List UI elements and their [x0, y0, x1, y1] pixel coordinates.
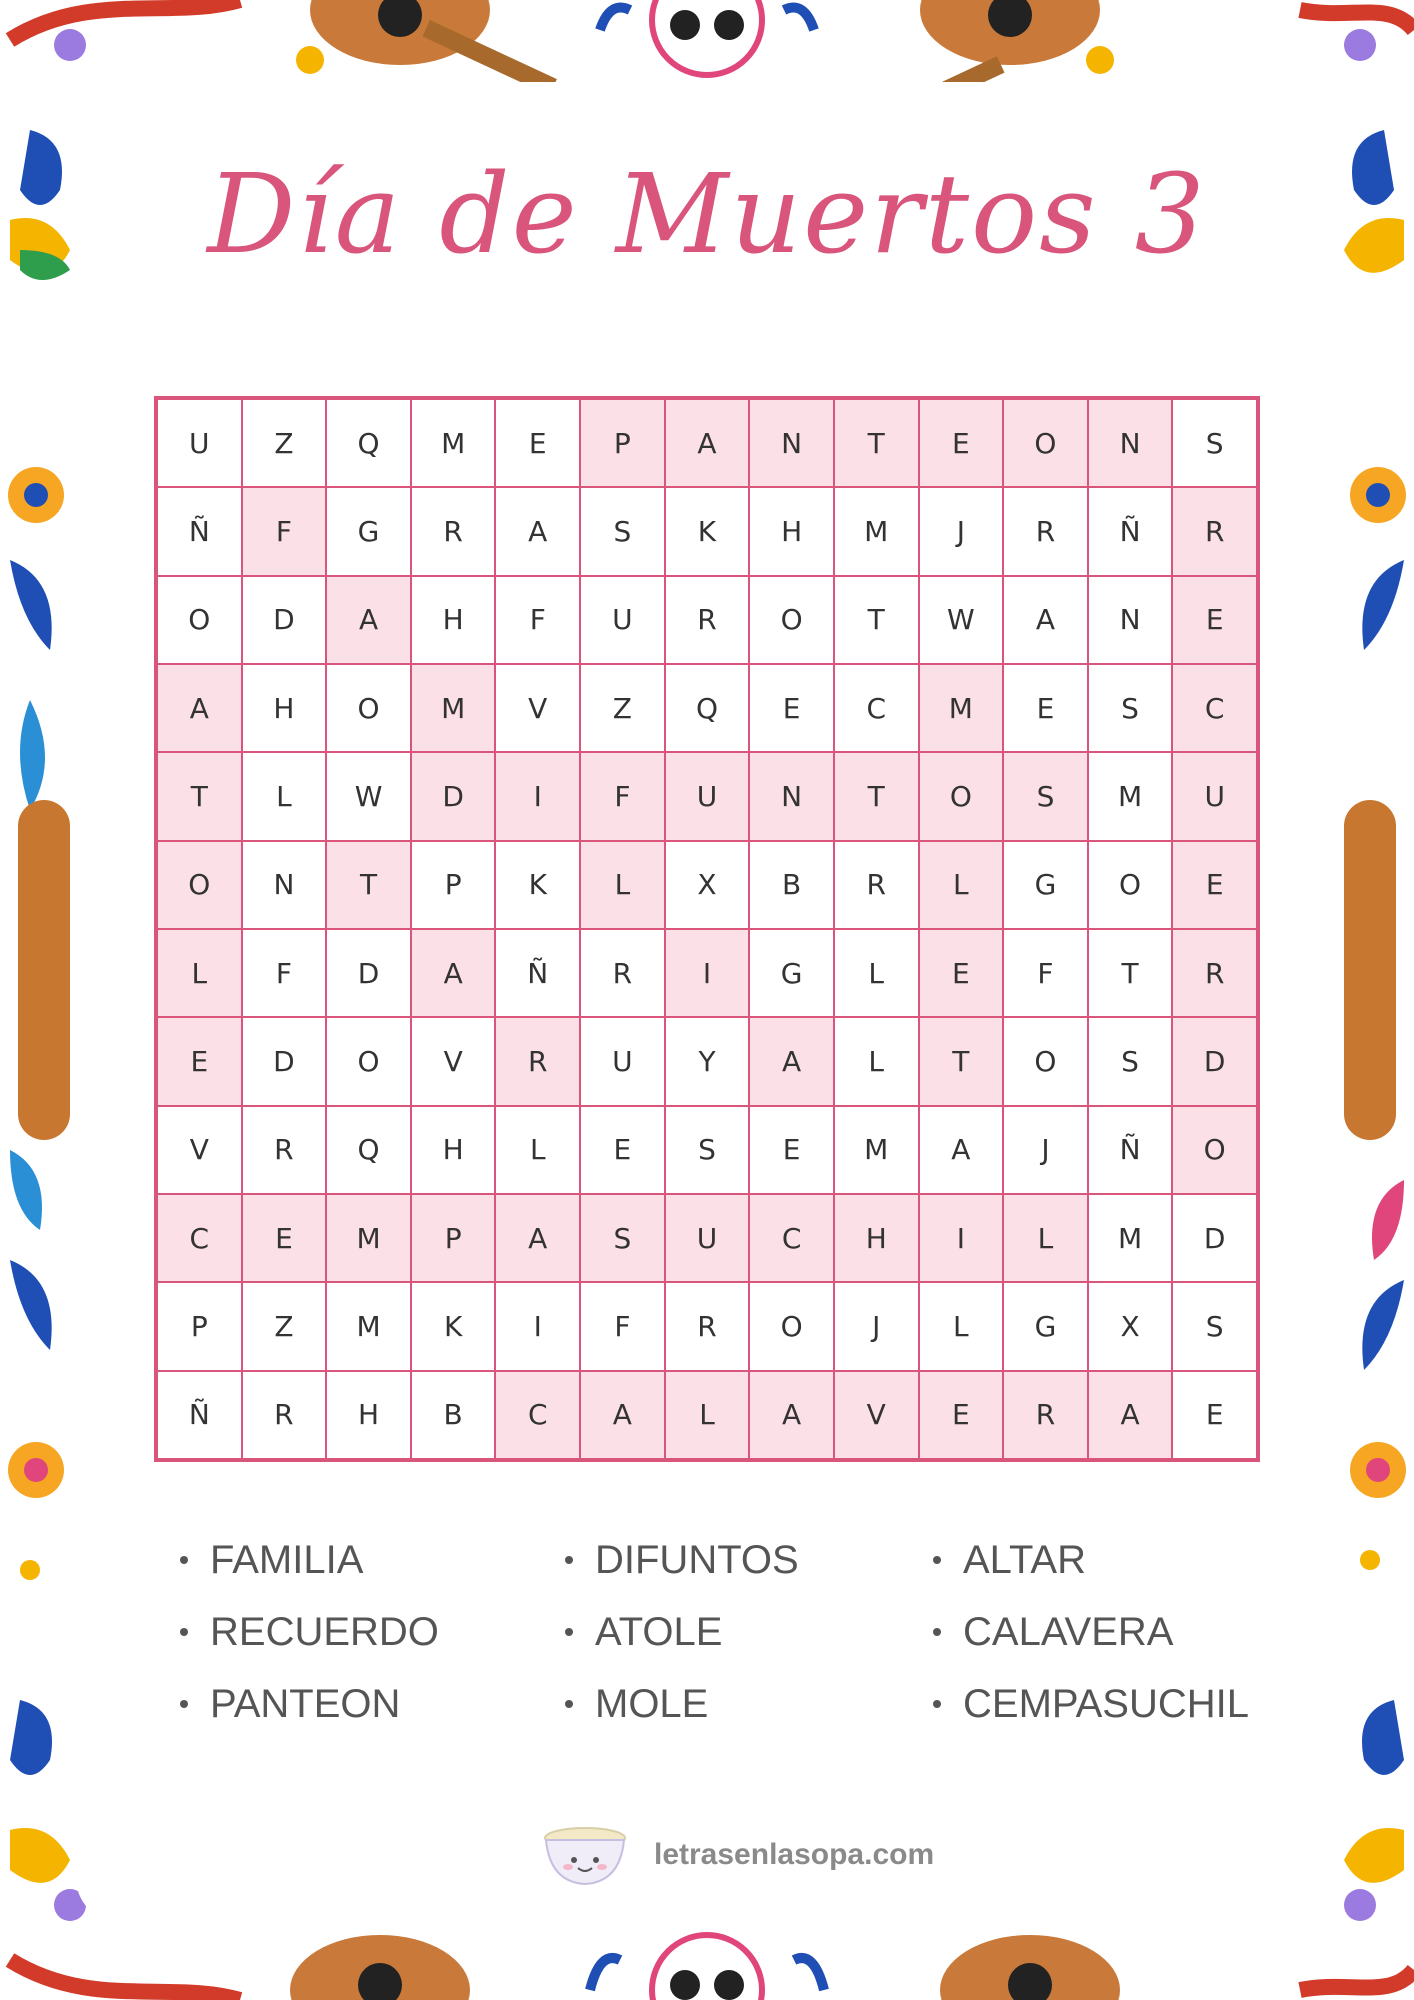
grid-cell[interactable]: F [581, 1283, 664, 1369]
grid-cell[interactable]: N [750, 753, 833, 839]
grid-cell[interactable]: G [1004, 1283, 1087, 1369]
grid-cell[interactable]: F [243, 930, 326, 1016]
grid-cell[interactable]: E [1173, 842, 1256, 928]
grid-cell[interactable]: A [750, 1372, 833, 1458]
grid-cell[interactable]: C [496, 1372, 579, 1458]
grid-cell[interactable]: M [327, 1195, 410, 1281]
grid-cell[interactable]: D [1173, 1195, 1256, 1281]
grid-cell[interactable]: U [1173, 753, 1256, 839]
grid-cell[interactable]: R [243, 1107, 326, 1193]
grid-cell[interactable]: D [327, 930, 410, 1016]
grid-cell[interactable]: I [496, 1283, 579, 1369]
grid-cell[interactable]: O [327, 665, 410, 751]
soup-bowl-logo-icon [540, 1820, 630, 1890]
grid-cell[interactable]: P [412, 842, 495, 928]
grid-cell[interactable]: Z [581, 665, 664, 751]
grid-cell[interactable]: E [750, 665, 833, 751]
grid-cell[interactable]: E [158, 1018, 241, 1104]
grid-cell[interactable]: R [581, 930, 664, 1016]
grid-cell[interactable]: V [835, 1372, 918, 1458]
bullet-icon [180, 1556, 188, 1564]
grid-cell[interactable]: Z [243, 1283, 326, 1369]
grid-cell[interactable]: I [666, 930, 749, 1016]
grid-cell[interactable]: R [666, 577, 749, 663]
grid-cell[interactable]: O [327, 1018, 410, 1104]
grid-cell[interactable]: V [158, 1107, 241, 1193]
grid-cell[interactable]: L [920, 1283, 1003, 1369]
grid-cell[interactable]: R [1173, 930, 1256, 1016]
grid-cell[interactable]: Ñ [1089, 488, 1172, 574]
grid-cell[interactable]: T [835, 400, 918, 486]
grid-cell[interactable]: U [666, 753, 749, 839]
grid-cell[interactable]: S [1089, 665, 1172, 751]
grid-cell[interactable]: E [920, 930, 1003, 1016]
grid-cell[interactable]: C [750, 1195, 833, 1281]
grid-cell[interactable]: A [1089, 1372, 1172, 1458]
grid-cell[interactable]: O [1089, 842, 1172, 928]
grid-cell[interactable]: A [920, 1107, 1003, 1193]
grid-cell[interactable]: L [920, 842, 1003, 928]
grid-cell[interactable]: Q [666, 665, 749, 751]
grid-cell[interactable]: Q [327, 400, 410, 486]
word-label: DIFUNTOS [595, 1537, 799, 1582]
grid-cell[interactable]: U [581, 577, 664, 663]
word-label: ATOLE [595, 1609, 723, 1654]
grid-cell[interactable]: R [666, 1283, 749, 1369]
grid-cell[interactable]: S [1173, 1283, 1256, 1369]
grid-cell[interactable]: O [750, 577, 833, 663]
word-search-grid [154, 396, 1260, 1462]
grid-cell[interactable]: M [412, 400, 495, 486]
grid-cell[interactable]: K [496, 842, 579, 928]
grid-cell[interactable]: V [496, 665, 579, 751]
grid-cell[interactable]: R [243, 1372, 326, 1458]
grid-cell[interactable]: L [835, 1018, 918, 1104]
grid-cell[interactable]: H [835, 1195, 918, 1281]
grid-cell[interactable]: E [750, 1107, 833, 1193]
grid-cell[interactable]: Ñ [158, 1372, 241, 1458]
grid-cell[interactable]: E [1173, 1372, 1256, 1458]
word-label: MOLE [595, 1681, 709, 1726]
grid-cell[interactable]: N [1089, 577, 1172, 663]
word-list-item [565, 1608, 933, 1656]
grid-cell[interactable]: Ñ [1089, 1107, 1172, 1193]
word-list-item [180, 1680, 565, 1728]
grid-cell[interactable]: G [750, 930, 833, 1016]
grid-cell[interactable]: M [327, 1283, 410, 1369]
grid-cell[interactable]: R [496, 1018, 579, 1104]
word-list-item [180, 1608, 565, 1656]
grid-cell[interactable]: A [327, 577, 410, 663]
bullet-icon [933, 1556, 941, 1564]
bullet-icon [180, 1700, 188, 1708]
grid-cell[interactable]: W [327, 753, 410, 839]
grid-cell[interactable]: R [835, 842, 918, 928]
grid-cell[interactable]: M [920, 665, 1003, 751]
grid-cell[interactable]: L [158, 930, 241, 1016]
grid-cell[interactable]: D [243, 577, 326, 663]
grid-cell[interactable]: A [581, 1372, 664, 1458]
grid-cell[interactable]: F [1004, 930, 1087, 1016]
grid-cell[interactable]: F [243, 488, 326, 574]
grid-cell[interactable]: X [1089, 1283, 1172, 1369]
grid-cell[interactable]: Ñ [158, 488, 241, 574]
grid-cell[interactable]: O [920, 753, 1003, 839]
grid-cell[interactable]: L [835, 930, 918, 1016]
grid-cell[interactable]: G [1004, 842, 1087, 928]
grid-cell[interactable]: M [412, 665, 495, 751]
grid-cell[interactable]: N [750, 400, 833, 486]
grid-cell[interactable]: Q [327, 1107, 410, 1193]
grid-cell[interactable]: G [327, 488, 410, 574]
grid-cell[interactable]: O [158, 842, 241, 928]
grid-cell[interactable]: E [581, 1107, 664, 1193]
grid-cell[interactable]: E [496, 400, 579, 486]
grid-cell[interactable]: L [581, 842, 664, 928]
bullet-icon [180, 1628, 188, 1636]
grid-cell[interactable]: J [1004, 1107, 1087, 1193]
grid-cell[interactable]: C [1173, 665, 1256, 751]
grid-cell[interactable]: J [920, 488, 1003, 574]
word-label: FAMILIA [210, 1537, 364, 1582]
grid-cell[interactable]: P [158, 1283, 241, 1369]
grid-cell[interactable]: T [158, 753, 241, 839]
grid-cell[interactable]: K [412, 1283, 495, 1369]
grid-cell[interactable]: W [920, 577, 1003, 663]
grid-cell[interactable]: T [920, 1018, 1003, 1104]
grid-cell[interactable]: T [327, 842, 410, 928]
word-label: CALAVERA [963, 1609, 1174, 1654]
grid-cell[interactable]: S [666, 1107, 749, 1193]
page-title: Día de Muertos 3 [207, 150, 1207, 278]
grid-cell[interactable]: A [666, 400, 749, 486]
bullet-icon [565, 1628, 573, 1636]
grid-cell[interactable]: I [920, 1195, 1003, 1281]
grid-cell[interactable]: A [158, 665, 241, 751]
grid-cell[interactable]: E [243, 1195, 326, 1281]
grid-cell[interactable]: U [158, 400, 241, 486]
grid-cell[interactable]: B [412, 1372, 495, 1458]
word-list-item [180, 1536, 565, 1584]
grid-cell[interactable]: U [581, 1018, 664, 1104]
word-list-item [565, 1680, 933, 1728]
word-list-item [933, 1680, 1260, 1728]
word-list [180, 1536, 1260, 1728]
grid-cell[interactable]: O [1004, 1018, 1087, 1104]
grid-cell[interactable]: C [158, 1195, 241, 1281]
grid-cell[interactable]: Y [666, 1018, 749, 1104]
word-list-item [565, 1536, 933, 1584]
grid-cell[interactable]: S [1173, 400, 1256, 486]
word-label: CEMPASUCHIL [963, 1681, 1249, 1726]
word-label: ALTAR [963, 1537, 1086, 1582]
grid-cell[interactable]: V [412, 1018, 495, 1104]
grid-cell[interactable]: S [581, 1195, 664, 1281]
grid-cell[interactable]: M [1089, 753, 1172, 839]
grid-cell[interactable]: H [412, 1107, 495, 1193]
bullet-icon [933, 1628, 941, 1636]
grid-cell[interactable]: R [412, 488, 495, 574]
grid-cell[interactable]: O [1173, 1107, 1256, 1193]
grid-cell[interactable]: E [920, 400, 1003, 486]
grid-cell[interactable]: D [243, 1018, 326, 1104]
word-list-item [933, 1536, 1260, 1584]
grid-cell[interactable]: H [327, 1372, 410, 1458]
grid-cell[interactable]: Ñ [496, 930, 579, 1016]
grid-cell[interactable]: A [496, 1195, 579, 1281]
grid-cell[interactable]: X [666, 842, 749, 928]
grid-cell[interactable]: L [1004, 1195, 1087, 1281]
grid-cell[interactable]: O [750, 1283, 833, 1369]
grid-cell[interactable]: A [750, 1018, 833, 1104]
grid-cell[interactable]: N [1089, 400, 1172, 486]
bullet-icon [565, 1700, 573, 1708]
bullet-icon [933, 1700, 941, 1708]
grid-cell[interactable]: D [412, 753, 495, 839]
grid-cell[interactable]: T [835, 577, 918, 663]
grid-cell[interactable]: Z [243, 400, 326, 486]
bullet-icon [565, 1556, 573, 1564]
grid-cell[interactable]: N [243, 842, 326, 928]
grid-cell[interactable]: O [158, 577, 241, 663]
word-list-item [933, 1608, 1260, 1656]
grid-cell[interactable]: R [1004, 488, 1087, 574]
grid-cell[interactable]: E [1004, 665, 1087, 751]
grid-cell[interactable]: H [412, 577, 495, 663]
grid-cell[interactable]: K [666, 488, 749, 574]
grid-cell[interactable]: F [496, 577, 579, 663]
grid-cell[interactable]: O [1004, 400, 1087, 486]
footer [540, 1820, 934, 1890]
grid-cell[interactable]: B [750, 842, 833, 928]
word-label: RECUERDO [210, 1609, 439, 1654]
grid-cell[interactable]: A [1004, 577, 1087, 663]
grid-cell[interactable]: R [1173, 488, 1256, 574]
grid-cell[interactable]: M [835, 488, 918, 574]
grid-cell[interactable]: H [243, 665, 326, 751]
grid-cell[interactable]: P [412, 1195, 495, 1281]
grid-cell[interactable]: A [412, 930, 495, 1016]
grid-cell[interactable]: C [835, 665, 918, 751]
grid-cell[interactable]: P [581, 400, 664, 486]
grid-cell[interactable]: M [1089, 1195, 1172, 1281]
grid-cell[interactable]: R [1004, 1372, 1087, 1458]
grid-cell[interactable]: T [1089, 930, 1172, 1016]
grid-cell[interactable]: D [1173, 1018, 1256, 1104]
word-label: PANTEON [210, 1681, 401, 1726]
grid-cell[interactable]: S [1089, 1018, 1172, 1104]
grid-cell[interactable]: L [243, 753, 326, 839]
grid-cell[interactable]: T [835, 753, 918, 839]
grid-cell[interactable]: L [496, 1107, 579, 1193]
grid-cell[interactable]: S [1004, 753, 1087, 839]
grid-cell[interactable]: I [496, 753, 579, 839]
grid-cell[interactable]: M [835, 1107, 918, 1193]
grid-cell[interactable]: J [835, 1283, 918, 1369]
grid-cell[interactable]: E [920, 1372, 1003, 1458]
grid-cell[interactable]: S [581, 488, 664, 574]
grid-cell[interactable]: L [666, 1372, 749, 1458]
site-url: letrasenlasopa.com [654, 1838, 935, 1871]
grid-cell[interactable]: H [750, 488, 833, 574]
grid-cell[interactable]: F [581, 753, 664, 839]
grid-cell[interactable]: A [496, 488, 579, 574]
grid-cell[interactable]: U [666, 1195, 749, 1281]
grid-cell[interactable]: E [1173, 577, 1256, 663]
